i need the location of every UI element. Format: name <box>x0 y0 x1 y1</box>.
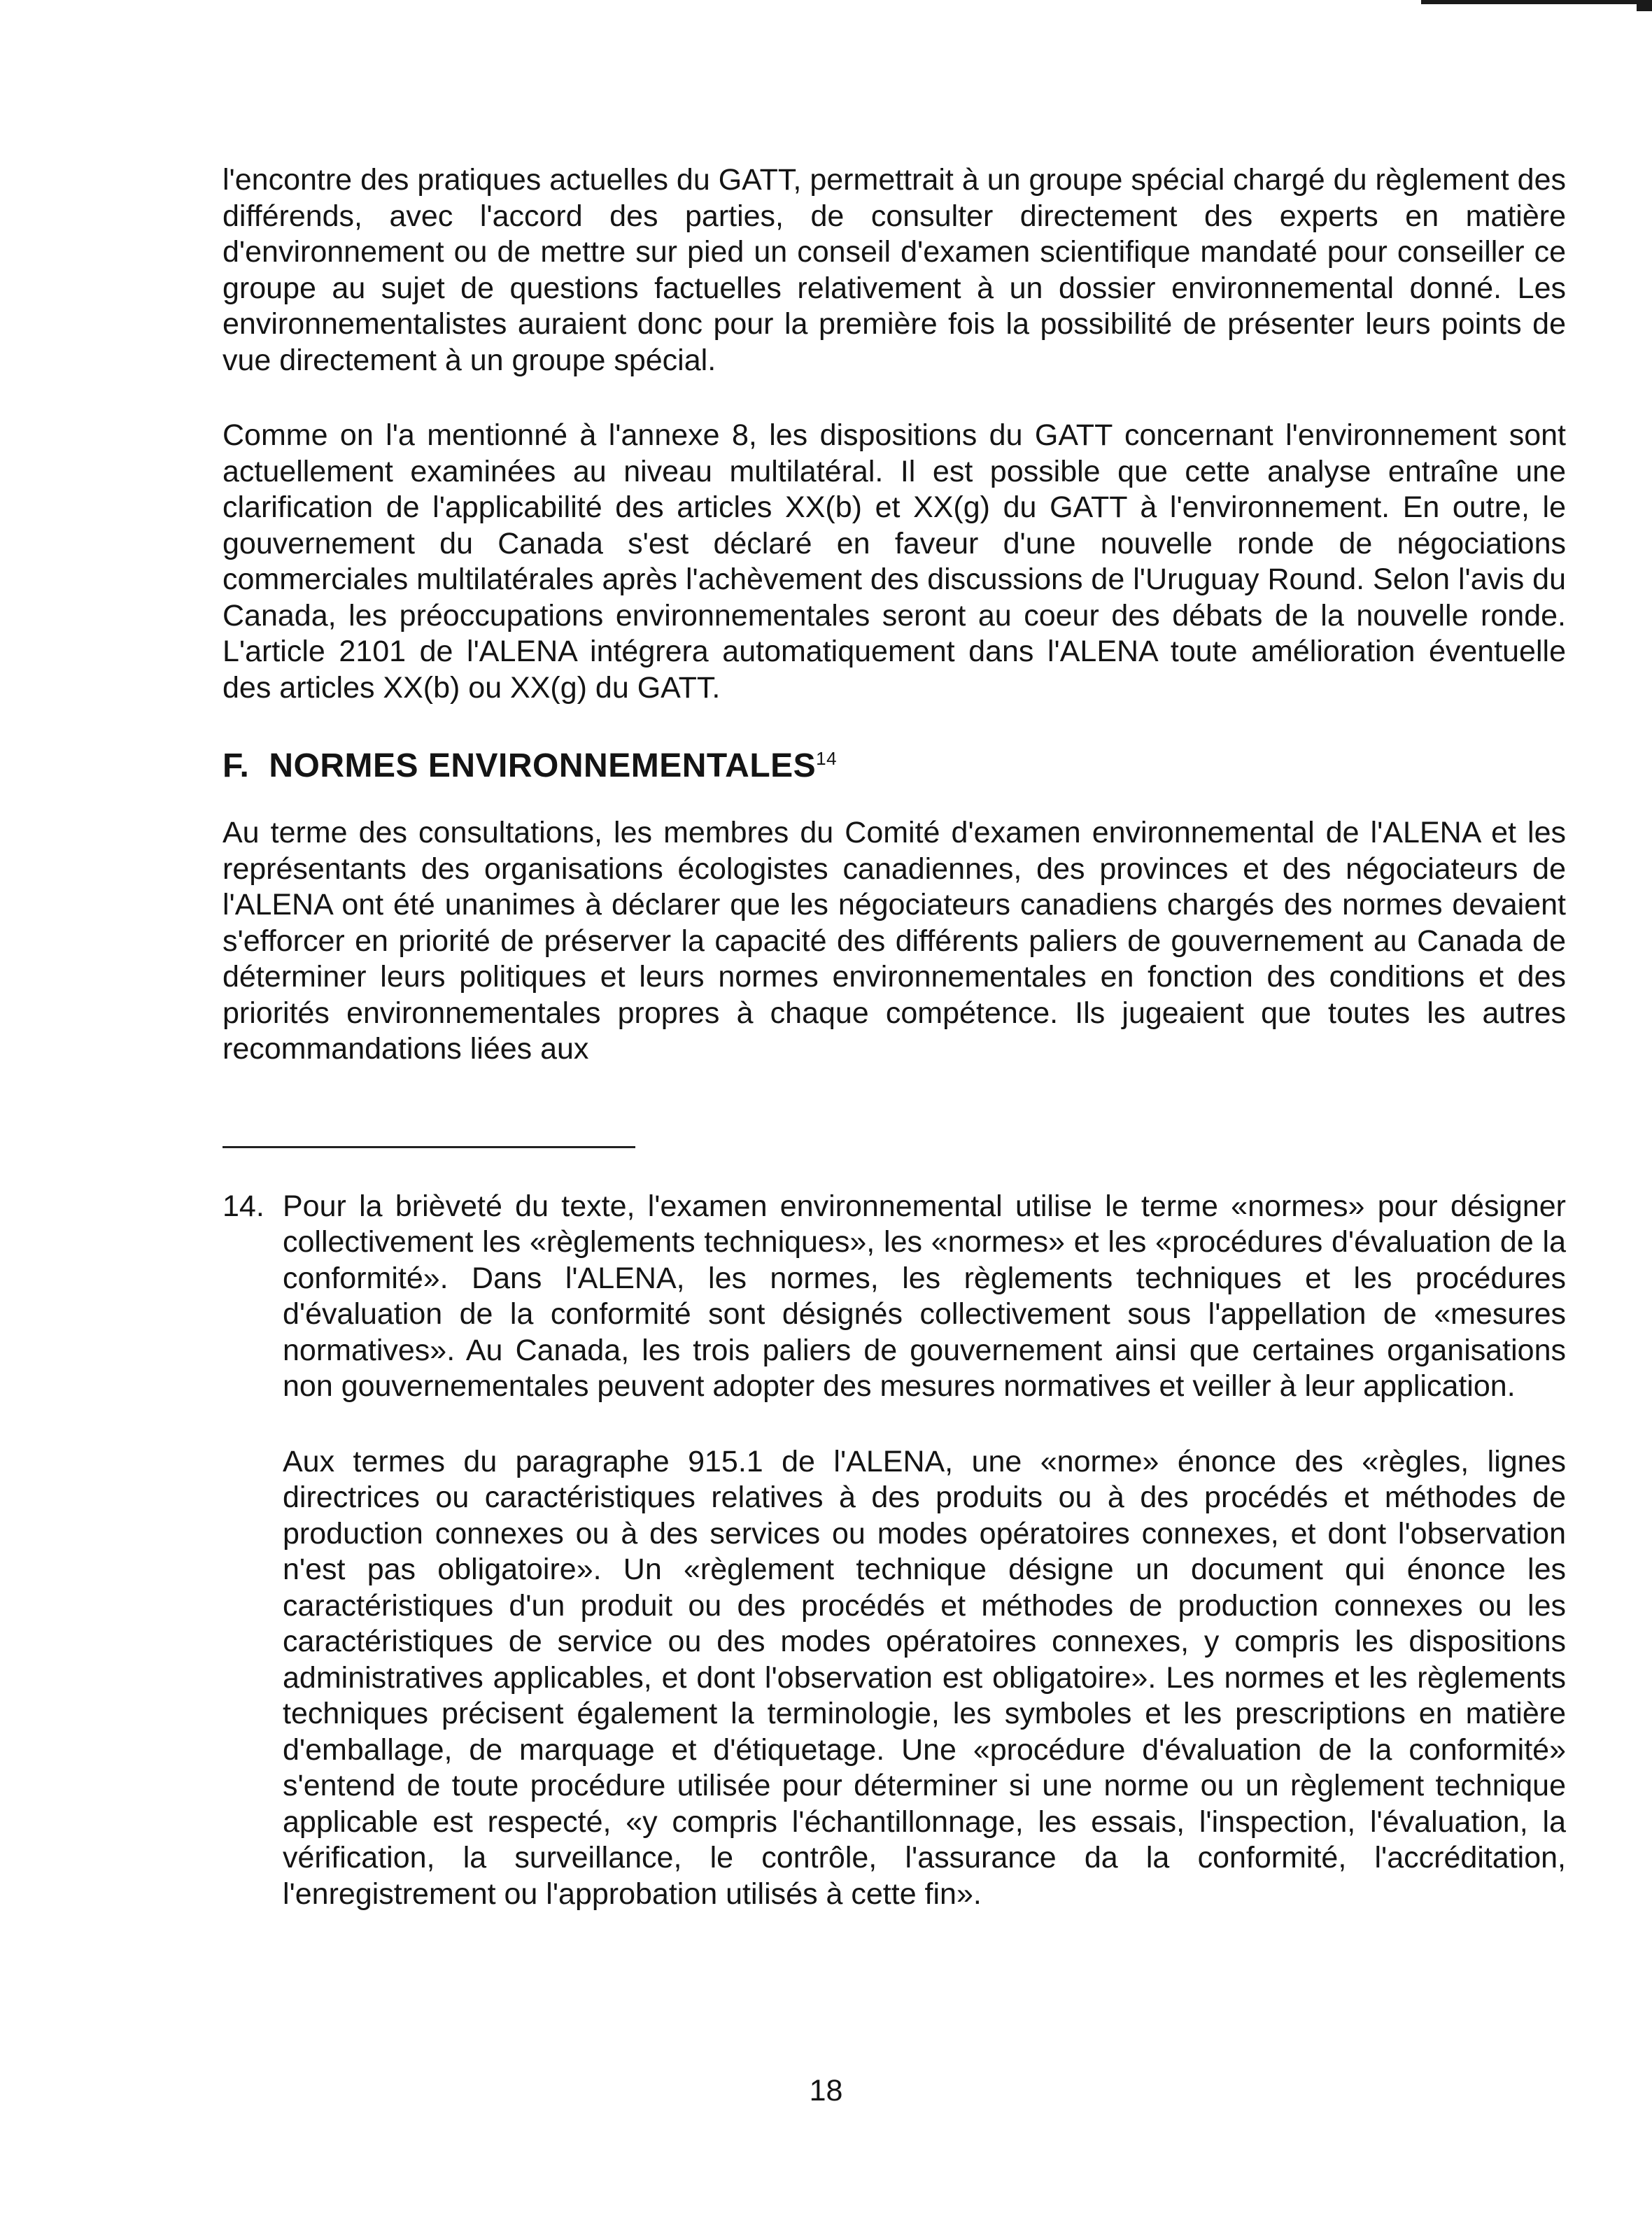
section-heading <box>223 745 1566 787</box>
document-page <box>223 162 1566 1912</box>
body-paragraph-1: l'encontre des pratiques actuelles du GATT, permettrait à un groupe spécial chargé du règlement des différends, avec l'accord des parties, de consulter directement des experts en matière d'environnement ou de mettre sur pied un conseil d'examen scientifique mandaté pour conseiller ce groupe au sujet de questions factuelles relativement à un dossier environnemental donné. Les environnementalistes auraient donc pour la première fois la possibilité de présenter leurs points de vue directement à un groupe spécial. <box>223 163 1566 377</box>
footnote-body <box>283 1189 1566 1913</box>
footnote-paragraph-2: Aux termes du paragraphe 915.1 de l'ALENA, une «norme» énonce des «règles, lignes directrices ou caractéristiques relatives à des produits ou à des procédés et méthodes de production connexes ou à des services ou modes opératoires connexes, et dont l'observation n'est pas obligatoire». Un «règlement technique désigne un document qui énonce les caractéristiques d'un produit ou des procédés et méthodes de production connexes ou les caractéristiques de service ou des modes opératoires connexes, y compris les dispositions administratives applicables, et dont l'observation est obligatoire». Les normes et les règlements techniques précisent également la terminologie, les symboles et les prescriptions en matière d'emballage, de marquage et d'étiquetage. Une «procédure d'évaluation de la conformité» s'entend de toute procédure utilisée pour déterminer si une norme ou un règlement technique applicable est respecté, «y compris l'échantillonnage, les essais, l'inspection, l'évaluation, la vérification, la surveillance, le contrôle, l'assurance da la conformité, l'accréditation, l'enregistrement ou l'approbation utilisés à cette fin». <box>283 1444 1566 1911</box>
scan-edge-mark <box>1421 0 1652 4</box>
footnote-reference: 14 <box>816 748 838 769</box>
section-title: NORMES ENVIRONNEMENTALES <box>269 747 817 784</box>
section-letter: F. <box>223 747 250 784</box>
body-paragraph-2: Comme on l'a mentionné à l'annexe 8, les dispositions du GATT concernant l'environnement sont actuellement examinées au niveau multilatéral. Il est possible que cette analyse entraîne une clarification de l'applicabilité des articles XX(b) et XX(g) du GATT à l'environnement. En outre, le gouvernement du Canada s'est déclaré en faveur d'une nouvelle ronde de négociations commerciales multilatérales après l'achèvement des discussions de l'Uruguay Round. Selon l'avis du Canada, les préoccupations environnementales seront au coeur des débats de la nouvelle ronde. L'article 2101 de l'ALENA intégrera automatiquement dans l'ALENA toute amélioration éventuelle des articles XX(b) ou XX(g) du GATT. <box>223 418 1566 705</box>
footnote-paragraph-1: Pour la brièveté du texte, l'examen environnemental utilise le terme «normes» pour désigner collectivement les «règlements techniques», les «normes» et les «procédures d'évaluation de la conformité». Dans l'ALENA, les normes, les règlements techniques et les procédures d'évaluation de la conformité sont désignés collectivement sous l'appellation de «mesures normatives». Au Canada, les trois paliers de gouvernement ainsi que certaines organisations non gouvernementales peuvent adopter des mesures normatives et veiller à leur application. <box>283 1189 1566 1403</box>
page-number: 18 <box>809 2074 843 2107</box>
footnote-divider <box>223 1146 635 1148</box>
footnote-14 <box>223 1189 1566 1913</box>
section-paragraph: Au terme des consultations, les membres du Comité d'examen environnemental de l'ALENA et les représentants des organisations écologistes canadiennes, des provinces et des négociateurs de l'ALENA ont été unanimes à déclarer que les négociateurs canadiens chargés des normes devaient s'efforcer en priorité de préserver la capacité des différents paliers de gouvernement au Canada de déterminer leurs politiques et leurs normes environnementales en fonction des conditions et des priorités environnementales propres à chaque compétence. Ils jugeaient que toutes les autres recommandations liées aux <box>223 816 1566 1066</box>
footnote-number: 14. <box>223 1189 264 1223</box>
